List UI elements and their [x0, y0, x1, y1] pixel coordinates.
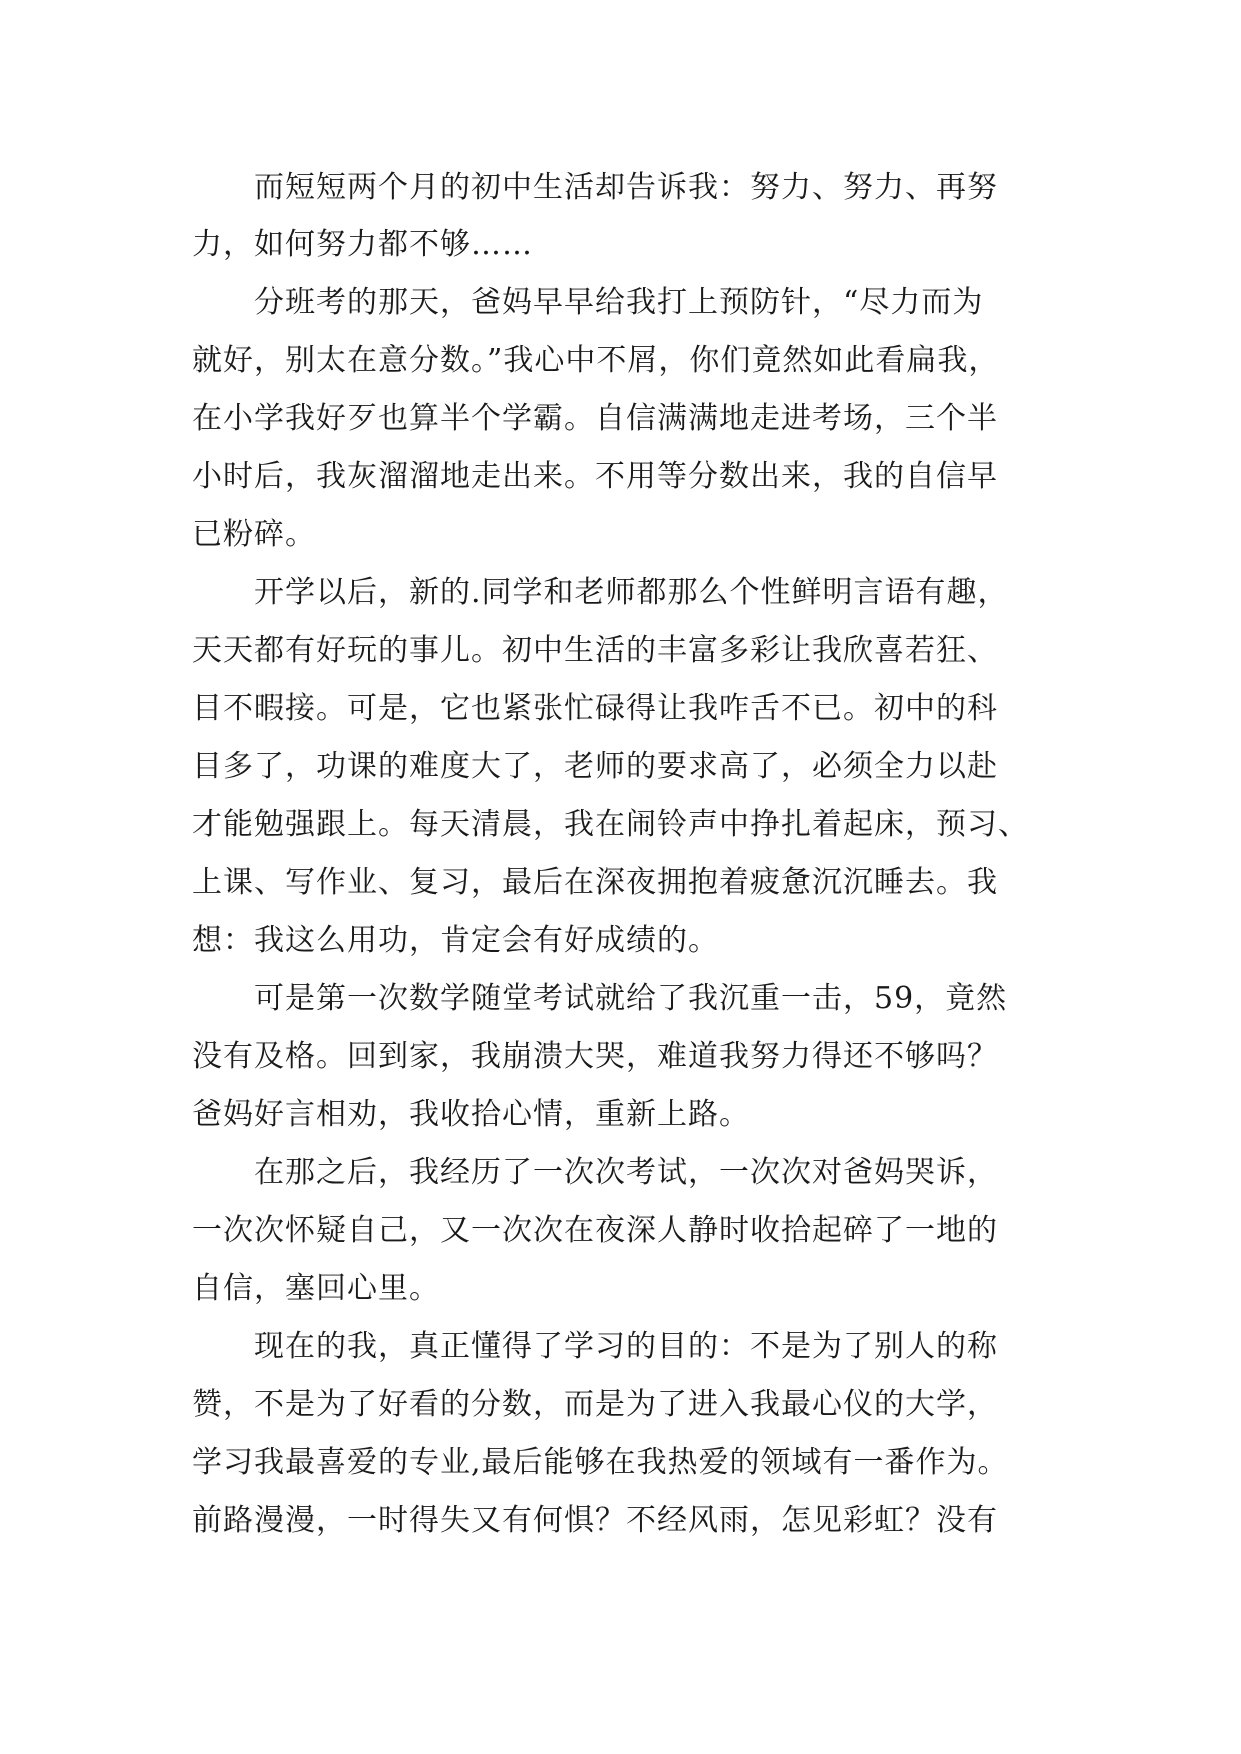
text-line: 爸妈好言相劝，我收拾心情，重新上路。	[192, 1097, 750, 1132]
text-line: 在小学我好歹也算半个学霸。自信满满地走进考场，三个半	[192, 401, 998, 436]
text-line: 力，如何努力都不够……	[192, 227, 533, 262]
text-line: 开学以后，新的.同学和老师都那么个性鲜明言语有趣，	[254, 575, 1009, 610]
text-line: 前路漫漫，一时得失又有何惧？不经风雨，怎见彩虹？没有	[192, 1503, 998, 1538]
text-line: 可是第一次数学随堂考试就给了我沉重一击，59，竟然	[254, 981, 1008, 1016]
text-line: 自信，塞回心里。	[192, 1271, 440, 1306]
text-line: 一次次怀疑自己，又一次次在夜深人静时收拾起碎了一地的	[192, 1213, 998, 1248]
text-line: 在那之后，我经历了一次次考试，一次次对爸妈哭诉，	[254, 1155, 998, 1190]
text-line: 想：我这么用功，肯定会有好成绩的。	[192, 923, 719, 958]
text-line: 赞，不是为了好看的分数，而是为了进入我最心仪的大学，	[192, 1387, 998, 1422]
text-line: 上课、写作业、复习，最后在深夜拥抱着疲惫沉沉睡去。我	[192, 865, 998, 900]
text-line: 天天都有好玩的事儿。初中生活的丰富多彩让我欣喜若狂、	[192, 633, 998, 668]
text-line: 小时后，我灰溜溜地走出来。不用等分数出来，我的自信早	[192, 459, 998, 494]
text-line: 才能勉强跟上。每天清晨，我在闹铃声中挣扎着起床，预习、	[192, 807, 1029, 842]
text-line: 目多了，功课的难度大了，老师的要求高了，必须全力以赴	[192, 749, 998, 784]
text-line: 没有及格。回到家，我崩溃大哭，难道我努力得还不够吗？	[192, 1039, 998, 1074]
text-line: 目不暇接。可是，它也紧张忙碌得让我咋舌不已。初中的科	[192, 691, 998, 726]
text-line: 已粉碎。	[192, 517, 316, 552]
text-line: 而短短两个月的初中生活却告诉我：努力、努力、再努	[254, 170, 998, 205]
text-line: 学习我最喜爱的专业,最后能够在我热爱的领域有一番作为。	[192, 1445, 1009, 1480]
text-line: 现在的我，真正懂得了学习的目的：不是为了别人的称	[254, 1329, 998, 1364]
text-line: 就好，别太在意分数。”我心中不屑，你们竟然如此看扁我，	[192, 343, 1000, 378]
text-line: 分班考的那天，爸妈早早给我打上预防针，“尽力而为	[254, 285, 984, 320]
